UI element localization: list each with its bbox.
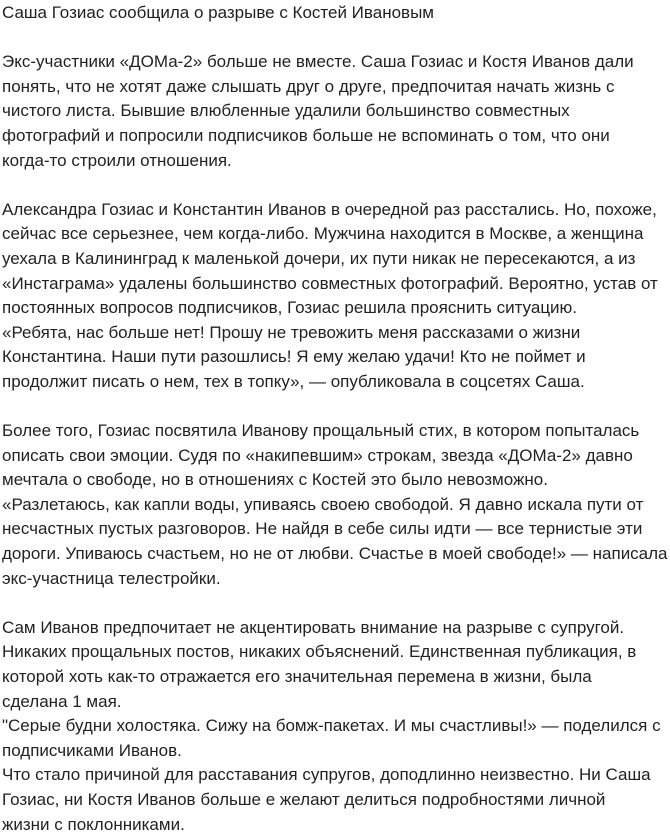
spacer: [2, 395, 668, 420]
article-paragraph-4: Сам Иванов предпочитает не акцентировать внимание на разрыве с супругой. Никаких прощальных постов, никаких объяснений. Единственная публикация, в которой хоть как-то отражается его значительная перемена в жизни, была сделана 1 мая. "Серые будни холостяка. Сижу на бомж-пакетах. И мы счастливы!» — поделился с подписчиками Иванов. Что стало причиной для расставания супругов, доподлинно неизвестно. Ни Саша Гозиас, ни Костя Иванов больше е желают делиться подробностями личной жизни с поклонниками.: [2, 617, 661, 834]
spacer: [2, 173, 668, 198]
article-paragraph-1: Экс-участники «ДОМа-2» больше не вместе. Саша Гозиас и Костя Иванов дали понять, что не хотят даже слышать друг о друге, предпочитая начать жизнь с чистого листа. Бывшие влюбленные удалили большинство совместных фотографий и попросили подписчиков больше не вспоминать о том, что они когда-то строили отношения.: [2, 52, 634, 170]
article-paragraph-3: Более того, Гозиас посвятила Иванову прощальный стих, в котором попыталась описать свои эмоции. Судя по «накипевшим» строкам, звезда «ДОМа-2» давно мечтала о свободе, но в отношениях с Костей это было невозможно. «Разлетаюсь, как капли воды, упиваясь своею свободой. Я давно искала пути от несчастных пустых разговоров. Не найдя в себе силы идти — все тернистые эти дороги. Упиваюсь счастьем, но не от любви. Счастье в моей свободе!» — написала экс-участница телестройки.: [2, 421, 668, 588]
spacer: [2, 591, 668, 616]
article-paragraph-2: Александра Гозиас и Константин Иванов в очередной раз расстались. Но, похоже, сейчас все серьезнее, чем когда-либо. Мужчина находится в Москве, а женщина уехала в Калининград к маленькой дочери, их пути никак не пересекаются, а из «Инстаграма» удалены большинство совместных фотографий. Вероятно, устав от постоянных вопросов подписчиков, Гозиас решила прояснить ситуацию. «Ребята, нас больше нет! Прошу не тревожить меня рассказами о жизни Константина. Наши пути разошлись! Я ему желаю удачи! Кто не поймет и продолжит писать о нем, тех в топку», — опубликовала в соцсетях Саша.: [2, 199, 658, 391]
article-title: Саша Гозиас сообщила о разрыве с Костей Ивановым: [2, 3, 434, 22]
spacer: [2, 26, 668, 51]
article: [2, 0, 668, 837]
